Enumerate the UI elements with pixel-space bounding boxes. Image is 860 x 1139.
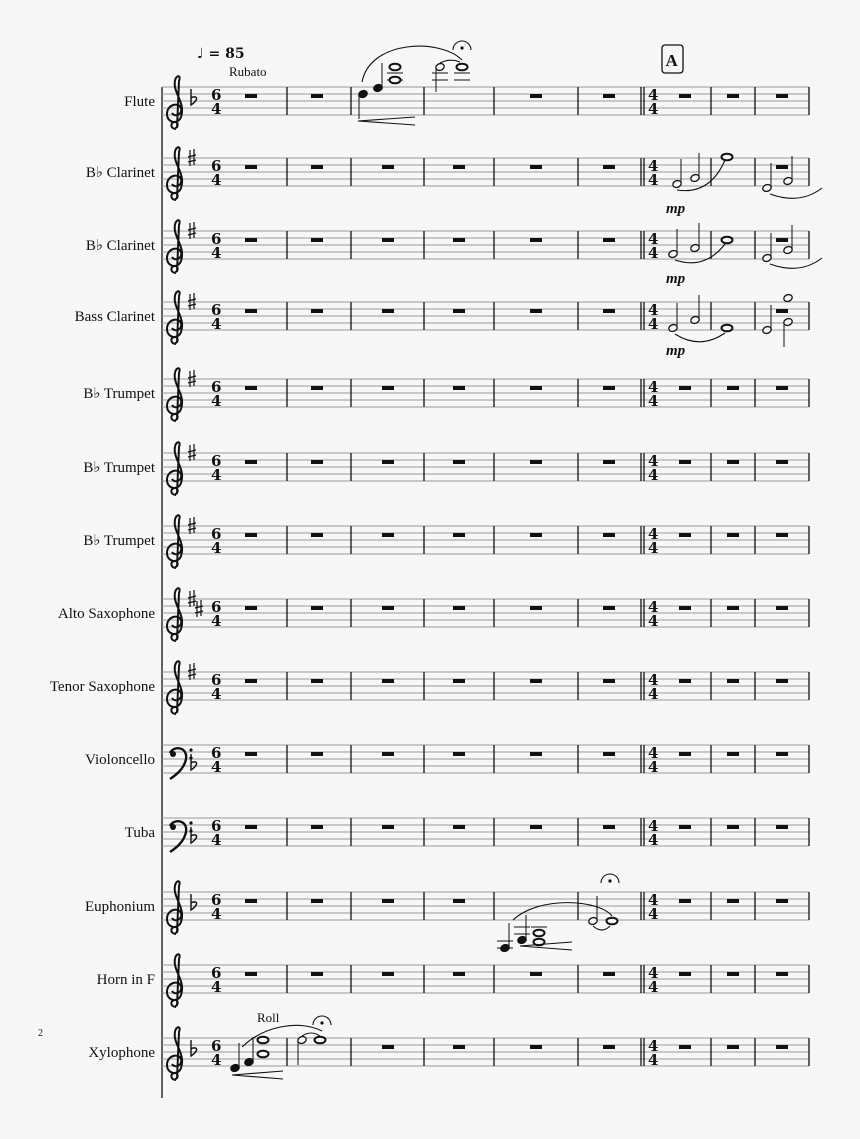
time-signature-bottom: 4 [211, 685, 222, 703]
whole-rest [603, 825, 615, 829]
note [762, 163, 772, 193]
note [230, 1043, 240, 1073]
whole-rest [727, 460, 739, 464]
notehead [534, 930, 545, 937]
time-signature-bottom: 4 [648, 978, 659, 996]
dynamic-mp: mp [666, 201, 686, 217]
note [373, 63, 383, 93]
note [783, 156, 793, 186]
note [607, 918, 618, 925]
whole-rest [382, 386, 394, 390]
instrument-name: Euphonium [85, 899, 155, 915]
time-signature-bottom: 4 [211, 244, 222, 262]
note [690, 295, 700, 325]
whole-rest [727, 825, 739, 829]
flat-icon [191, 89, 197, 105]
whole-rest [776, 752, 788, 756]
whole-rest [245, 238, 257, 242]
note [722, 154, 733, 161]
time-signature-bottom: 4 [211, 315, 222, 333]
whole-rest [679, 899, 691, 903]
instrument-name: Xylophone [88, 1045, 155, 1061]
tie [302, 1033, 320, 1036]
time-signature-top: 6 [211, 230, 222, 248]
notehead [258, 1037, 269, 1044]
instrument-name: B♭ Clarinet [85, 165, 155, 181]
time-signature-bottom: 4 [648, 612, 659, 630]
time-signature-top: 6 [211, 671, 222, 689]
slur [770, 258, 822, 268]
whole-rest [727, 1045, 739, 1049]
note [668, 229, 678, 259]
whole-rest [530, 825, 542, 829]
whole-rest [679, 1045, 691, 1049]
time-signature-top: 4 [648, 157, 659, 175]
whole-rest [530, 309, 542, 313]
whole-rest [245, 460, 257, 464]
whole-rest [245, 899, 257, 903]
whole-rest [727, 972, 739, 976]
whole-rest [382, 165, 394, 169]
whole-rest [382, 238, 394, 242]
whole-rest [603, 238, 615, 242]
whole-rest [453, 825, 465, 829]
time-signature-top: 6 [211, 86, 222, 104]
flat-icon [191, 894, 197, 910]
whole-rest [382, 606, 394, 610]
whole-rest [453, 606, 465, 610]
treble-clef-icon [167, 368, 182, 421]
whole-rest [603, 460, 615, 464]
time-signature-bottom: 4 [211, 392, 222, 410]
whole-rest [679, 606, 691, 610]
crescendo-hairpin [520, 942, 572, 950]
time-signature-bottom: 4 [648, 466, 659, 484]
whole-rest [530, 94, 542, 98]
fermata-dot [320, 1021, 323, 1024]
time-signature-bottom: 4 [648, 244, 659, 262]
treble-clef-icon [167, 442, 182, 495]
time-signature-top: 6 [211, 157, 222, 175]
whole-rest [382, 679, 394, 683]
whole-rest [776, 309, 788, 313]
whole-rest [311, 309, 323, 313]
note [722, 325, 733, 332]
staff-flute [124, 76, 809, 129]
treble-clef-icon [167, 220, 182, 273]
whole-rest [776, 460, 788, 464]
whole-rest [727, 679, 739, 683]
staff-tenor-saxophone [50, 661, 809, 714]
whole-rest [727, 533, 739, 537]
notehead [315, 1037, 326, 1044]
fermata-dot [460, 46, 463, 49]
staff-xylophone [88, 1027, 809, 1080]
notehead [390, 77, 401, 84]
treble-clef-icon [167, 76, 182, 129]
time-signature-top: 4 [648, 744, 659, 762]
treble-clef-icon [167, 147, 182, 200]
time-signature-top: 6 [211, 891, 222, 909]
whole-rest [453, 752, 465, 756]
note [690, 153, 700, 183]
notehead [722, 154, 733, 161]
time-signature-bottom: 4 [211, 612, 222, 630]
time-signature-bottom: 4 [211, 758, 222, 776]
crescendo-hairpin [232, 1071, 283, 1079]
whole-rest [245, 533, 257, 537]
time-signature-bottom: 4 [648, 1051, 659, 1069]
note [672, 159, 682, 189]
time-signature-bottom: 4 [648, 315, 659, 333]
whole-rest [382, 533, 394, 537]
whole-rest [530, 679, 542, 683]
note [390, 64, 401, 71]
instrument-name: B♭ Clarinet [85, 238, 155, 254]
treble-clef-icon [167, 881, 182, 934]
notehead [607, 918, 618, 925]
whole-rest [382, 460, 394, 464]
whole-rest [679, 386, 691, 390]
whole-rest [603, 386, 615, 390]
notehead [390, 64, 401, 71]
staff-b-trumpet [83, 515, 809, 568]
slur [675, 333, 725, 342]
whole-rest [453, 238, 465, 242]
time-signature-top: 4 [648, 378, 659, 396]
whole-rest [311, 899, 323, 903]
expression-rubato: Rubato [229, 64, 267, 79]
whole-rest [727, 899, 739, 903]
time-signature-top: 4 [648, 452, 659, 470]
note [783, 293, 793, 302]
time-signature-top: 6 [211, 744, 222, 762]
sharp-icon [195, 600, 203, 617]
note [500, 923, 510, 953]
notehead [258, 1051, 269, 1058]
whole-rest [530, 460, 542, 464]
whole-rest [245, 972, 257, 976]
whole-rest [727, 94, 739, 98]
whole-rest [453, 309, 465, 313]
whole-rest [311, 752, 323, 756]
instrument-name: Alto Saxophone [57, 606, 155, 622]
whole-rest [679, 752, 691, 756]
whole-rest [603, 752, 615, 756]
staff-alto-saxophone [58, 588, 809, 641]
whole-rest [382, 309, 394, 313]
whole-rest [453, 165, 465, 169]
whole-rest [530, 238, 542, 242]
treble-clef-icon [167, 515, 182, 568]
whole-rest [453, 460, 465, 464]
time-signature-top: 4 [648, 86, 659, 104]
rehearsal-mark-a [662, 45, 683, 73]
whole-rest [382, 752, 394, 756]
slur [362, 46, 462, 82]
whole-rest [453, 899, 465, 903]
time-signature-top: 4 [648, 301, 659, 319]
time-signature-bottom: 4 [211, 171, 222, 189]
staff-b-clarinet [86, 220, 809, 273]
whole-rest [311, 94, 323, 98]
slur [675, 244, 725, 263]
page-number: 2 [38, 1028, 43, 1039]
time-signature-top: 4 [648, 891, 659, 909]
whole-rest [311, 386, 323, 390]
note [258, 1051, 269, 1058]
note [435, 62, 445, 92]
whole-rest [603, 606, 615, 610]
tie [593, 926, 610, 930]
time-signature-bottom: 4 [648, 392, 659, 410]
whole-rest [776, 606, 788, 610]
whole-rest [245, 825, 257, 829]
treble-clef-icon [167, 954, 182, 1007]
whole-rest [603, 1045, 615, 1049]
whole-rest [727, 752, 739, 756]
time-signature-bottom: 4 [211, 539, 222, 557]
staff-violoncello [85, 744, 809, 779]
time-signature-bottom: 4 [211, 100, 222, 118]
time-signature-bottom: 4 [211, 905, 222, 923]
whole-rest [679, 972, 691, 976]
time-signature-top: 6 [211, 378, 222, 396]
time-signature-bottom: 4 [211, 831, 222, 849]
staff-horn-in-f [97, 954, 809, 1007]
whole-rest [776, 972, 788, 976]
tempo-marking: ♩ = 85 [197, 46, 245, 62]
time-signature-bottom: 4 [648, 100, 659, 118]
whole-rest [453, 1045, 465, 1049]
note [762, 233, 772, 263]
treble-clef-icon [167, 1027, 182, 1080]
note [588, 896, 598, 926]
whole-rest [776, 238, 788, 242]
whole-rest [311, 238, 323, 242]
whole-rest [776, 94, 788, 98]
time-signature-top: 6 [211, 1037, 222, 1055]
whole-rest [530, 606, 542, 610]
time-signature-bottom: 4 [648, 685, 659, 703]
note [315, 1037, 326, 1044]
flat-icon [191, 827, 197, 843]
whole-rest [453, 386, 465, 390]
whole-rest [530, 1045, 542, 1049]
whole-rest [382, 899, 394, 903]
note [517, 915, 527, 945]
time-signature-top: 4 [648, 1037, 659, 1055]
tie [440, 60, 460, 63]
whole-rest [382, 1045, 394, 1049]
instrument-name: Horn in F [96, 972, 155, 988]
instrument-name: B♭ Trumpet [83, 386, 155, 402]
bass-clef-dot [170, 751, 176, 757]
whole-rest [245, 386, 257, 390]
whole-rest [245, 309, 257, 313]
whole-rest [603, 309, 615, 313]
whole-rest [727, 606, 739, 610]
note [783, 317, 793, 347]
flat-icon [191, 1040, 197, 1056]
time-signature-bottom: 4 [648, 171, 659, 189]
instrument-name: Tuba [124, 825, 155, 841]
staff-b-trumpet [83, 442, 809, 495]
dynamic-mp: mp [666, 343, 686, 359]
whole-rest [776, 825, 788, 829]
notehead [722, 237, 733, 244]
whole-rest [530, 533, 542, 537]
treble-clef-icon [167, 588, 182, 641]
whole-rest [776, 386, 788, 390]
whole-rest [530, 972, 542, 976]
whole-rest [245, 679, 257, 683]
whole-rest [453, 972, 465, 976]
notehead [783, 293, 793, 302]
instrument-name: Tenor Saxophone [49, 679, 155, 695]
time-signature-bottom: 4 [648, 539, 659, 557]
time-signature-top: 6 [211, 452, 222, 470]
whole-rest [679, 94, 691, 98]
whole-rest [453, 533, 465, 537]
time-signature-top: 6 [211, 817, 222, 835]
whole-rest [776, 679, 788, 683]
instrument-name: Violoncello [85, 752, 155, 768]
instrument-name: B♭ Trumpet [83, 460, 155, 476]
time-signature-bottom: 4 [648, 831, 659, 849]
time-signature-bottom: 4 [211, 1051, 222, 1069]
whole-rest [311, 972, 323, 976]
whole-rest [679, 533, 691, 537]
time-signature-bottom: 4 [211, 466, 222, 484]
whole-rest [245, 94, 257, 98]
whole-rest [245, 165, 257, 169]
time-signature-bottom: 4 [648, 905, 659, 923]
instrument-name: Bass Clarinet [74, 309, 155, 325]
bass-clef-dot [189, 748, 192, 751]
time-signature-bottom: 4 [648, 758, 659, 776]
instrument-name: Flute [124, 94, 155, 110]
staff-b-clarinet [86, 147, 809, 200]
note [534, 930, 545, 937]
note [258, 1037, 269, 1044]
whole-rest [530, 386, 542, 390]
crescendo-hairpin [358, 117, 415, 125]
time-signature-bottom: 4 [211, 978, 222, 996]
whole-rest [382, 972, 394, 976]
whole-rest [453, 679, 465, 683]
time-signature-top: 4 [648, 598, 659, 616]
note [668, 303, 678, 333]
note [390, 77, 401, 84]
whole-rest [679, 825, 691, 829]
time-signature-top: 4 [648, 817, 659, 835]
time-signature-top: 6 [211, 964, 222, 982]
treble-clef-icon [167, 291, 182, 344]
note [722, 237, 733, 244]
rehearsal-mark-label: A [665, 51, 678, 70]
whole-rest [311, 460, 323, 464]
staff-b-trumpet [83, 368, 809, 421]
whole-rest [311, 165, 323, 169]
whole-rest [311, 606, 323, 610]
whole-rest [530, 165, 542, 169]
instrument-name: B♭ Trumpet [83, 533, 155, 549]
bass-clef-dot [189, 821, 192, 824]
whole-rest [311, 679, 323, 683]
time-signature-top: 4 [648, 964, 659, 982]
bass-clef-dot [170, 824, 176, 830]
whole-rest [776, 899, 788, 903]
whole-rest [776, 1045, 788, 1049]
whole-rest [311, 825, 323, 829]
whole-rest [776, 165, 788, 169]
notehead [457, 64, 468, 71]
whole-rest [727, 386, 739, 390]
whole-rest [603, 165, 615, 169]
treble-clef-icon [167, 661, 182, 714]
time-signature-top: 4 [648, 671, 659, 689]
time-signature-top: 4 [648, 525, 659, 543]
whole-rest [679, 679, 691, 683]
whole-rest [603, 533, 615, 537]
whole-rest [245, 752, 257, 756]
slur [242, 1025, 322, 1047]
notehead [722, 325, 733, 332]
whole-rest [311, 533, 323, 537]
slur [770, 188, 822, 198]
time-signature-top: 6 [211, 598, 222, 616]
staff-tuba [125, 817, 809, 852]
whole-rest [245, 606, 257, 610]
whole-rest [603, 679, 615, 683]
whole-rest [603, 94, 615, 98]
time-signature-top: 4 [648, 230, 659, 248]
whole-rest [382, 825, 394, 829]
note [297, 1035, 307, 1065]
dynamic-mp: mp [666, 271, 686, 287]
time-signature-top: 6 [211, 525, 222, 543]
whole-rest [679, 460, 691, 464]
fermata-dot [608, 879, 611, 882]
whole-rest [776, 533, 788, 537]
flat-icon [191, 754, 197, 770]
whole-rest [530, 752, 542, 756]
time-signature-top: 6 [211, 301, 222, 319]
note [457, 64, 468, 71]
roll-text: Roll [257, 1010, 280, 1025]
whole-rest [603, 972, 615, 976]
staff-euphonium [85, 881, 809, 934]
